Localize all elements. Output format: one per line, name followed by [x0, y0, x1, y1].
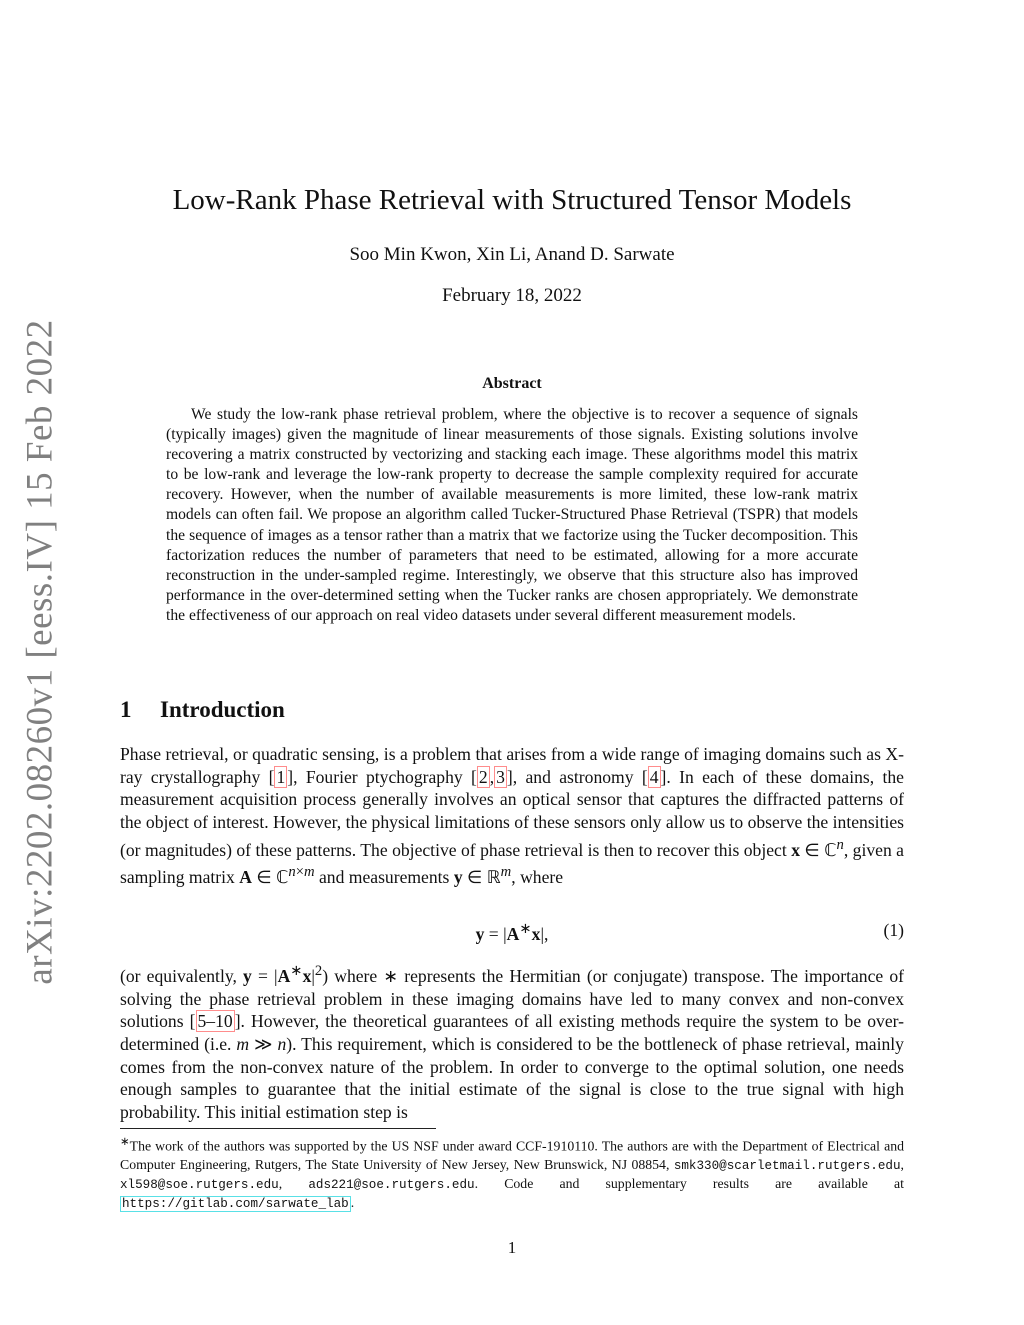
section-number: 1 [120, 697, 132, 722]
email-link[interactable]: xl598@soe.rutgers.edu [120, 1177, 279, 1192]
footnote-rule [120, 1128, 436, 1129]
citation-link[interactable]: 5–10 [197, 1011, 233, 1032]
paper-title: Low-Rank Phase Retrieval with Structured Tensor Models [172, 184, 852, 216]
citation-link[interactable]: 4 [649, 766, 659, 787]
abstract-text: We study the low-rank phase retrieval problem, where the objective is to recover a sequence of signals (typically images) given the magnitude of linear measurements of those signals. Existing solutions involve recovering a matrix constructed by vectorizing and stacking each image. These algorithms model this matrix to be low-rank and leverage the low-rank property to decrease the sample complexity required for accurate recovery. However, when the number of available measurements is more limited, these low-rank matrix models can often fail. We propose an algorithm called Tucker-Structured Phase Retrieval (TSPR) that models the sequence of images as a tensor rather than a matrix that we factorize using the Tucker decomposition. This factorization reduces the number of parameters that need to be estimated, allowing for a more accurate reconstruction in the under-sampled regime. Interestingly, we observe that this structure also has improved performance in the over-determined setting when the Tucker ranks are chosen appropriately. We demonstrate the effectiveness of our approach on real video datasets under several different measurement models. [166, 406, 858, 624]
intro-paragraph-1: Phase retrieval, or quadratic sensing, is a problem that arises from a wide range of imaging domains such as X-ray crystallography [ 1 ], Fourier ptychography [ 2 , 3 ], and astronomy [ 4 ]. In each of these domains, the measurement acquisition process generally involves an optical sensor that captures the diffracted patterns of the object of interest. However, the physical limitations of these sensors only allow us to observe the intensities (or magnitudes) of these patterns. The objective of phase retrieval is then to recover this object x ∈ ℂ$^n$, given a sampling matrix A ∈ ℂ$^{n\times m}$ and measurements y ∈ ℝ$^m$, where [120, 744, 904, 888]
email-link[interactable]: ads221@soe.rutgers.edu [308, 1177, 475, 1192]
equation-number: (1) [883, 920, 904, 940]
section-title: Introduction [160, 697, 285, 722]
citation-link[interactable]: 3 [496, 766, 505, 787]
section-heading [120, 697, 285, 723]
math-inline: A ∈ ℂ$^{n\times m}$ [239, 864, 315, 888]
math-inline: m ≫ n [236, 1033, 287, 1054]
code-url-link[interactable]: https://gitlab.com/sarwate_lab [122, 1196, 349, 1211]
math-inline: y ∈ ℝ$^m$ [453, 864, 512, 888]
citation-link[interactable]: 1 [276, 766, 286, 787]
abstract-heading: Abstract [482, 375, 542, 392]
equation-body: y = |A∗x|, [475, 921, 549, 944]
author-list: Soo Min Kwon, Xin Li, Anand D. Sarwate [349, 244, 675, 265]
arxiv-identifier: arXiv:2202.08260v1 [eess.IV] 15 Feb 2022 [19, 319, 61, 985]
paper-date: February 18, 2022 [442, 285, 582, 306]
citation-link[interactable]: 2 [478, 766, 488, 787]
footnote: ∗The work of the authors was supported by the US NSF under award CCF-1910110. The authors are with the Department of Electrical and Computer Engineering, Rutgers, The State University of New Jersey, New Brunswick, NJ 08854, smk330@scarletmail.rutgers.edu, xl598@soe.rutgers.edu, ads221@soe.rutgers.edu. Code and supplementary results are available at https://gitlab.com/sarwate_lab . [120, 1136, 904, 1211]
math-inline: x ∈ ℂ$^n$ [791, 836, 844, 860]
intro-paragraph-2: (or equivalently, $y = |A^∗x|^2$) where ∗ represents the Hermitian (or conjugate) transpose. The importance of solving the phase retrieval problem in these imaging domains have led to many convex and non-convex solutions [ 5–10 ]. However, the theoretical guarantees of all existing methods require the system to be over-determined (i.e. m ≫ n). This requirement, which is considered to be the bottleneck of phase retrieval, mainly comes from the non-convex nature of the problem. In order to converge to the optimal solution, one needs enough samples to guarantee that the initial estimate of the signal is close to the true signal with high probability. This initial estimation step is [120, 963, 905, 1123]
math-inline: $y = |A^∗x|^2$ [243, 963, 323, 986]
email-link[interactable]: smk330@scarletmail.rutgers.edu [673, 1158, 901, 1173]
page-number: 1 [507, 1238, 517, 1257]
